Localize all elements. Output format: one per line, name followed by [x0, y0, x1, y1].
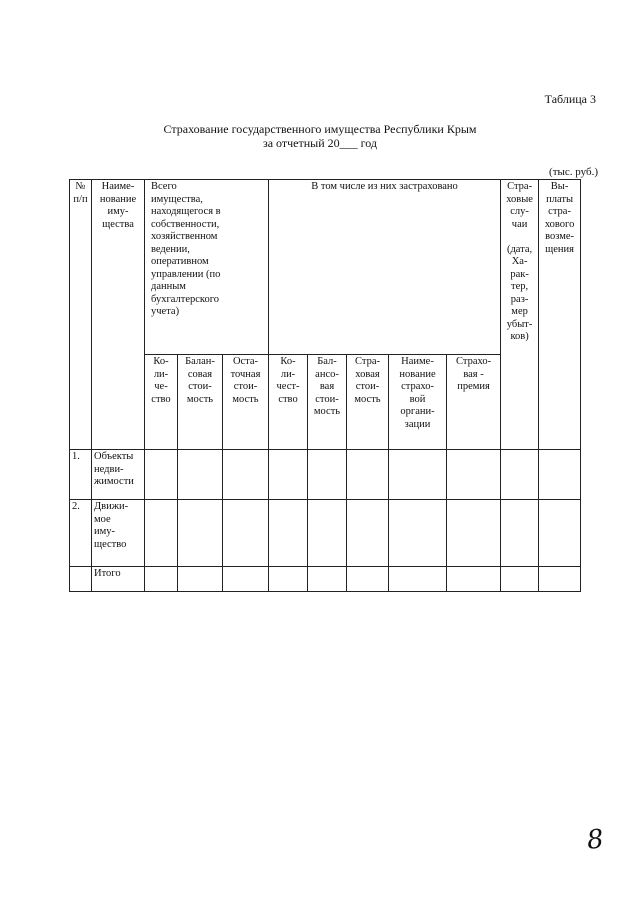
- empty-cell: [389, 450, 447, 500]
- title-line-1: Страхование государственного имущества Республики Крым: [163, 122, 477, 136]
- table-label: Таблица 3: [544, 92, 596, 106]
- header-payouts: Вы- платы стра- хового возме- щения: [539, 180, 581, 450]
- subheader-cell: Балан- совая стои- мость: [178, 355, 223, 450]
- row-name: Итого: [92, 567, 145, 592]
- header-insured: В том числе из них застраховано: [269, 180, 501, 355]
- header-cases: Стра- ховые слу- чаи (дата, Ха- рак- тер, раз- мер убыт- ков): [501, 180, 539, 450]
- empty-cell: [539, 450, 581, 500]
- row-num: 2.: [70, 500, 92, 567]
- empty-cell: [308, 500, 347, 567]
- row-name: Объекты недви- жимости: [92, 450, 145, 500]
- empty-cell: [269, 450, 308, 500]
- empty-cell: [501, 500, 539, 567]
- empty-cell: [539, 567, 581, 592]
- empty-cell: [389, 567, 447, 592]
- empty-cell: [447, 500, 501, 567]
- subheader-cell: Ко- ли- че- ство: [145, 355, 178, 450]
- subheader-cell: Страхо- вая - премия: [447, 355, 501, 450]
- empty-cell: [145, 450, 178, 500]
- empty-cell: [539, 500, 581, 567]
- empty-cell: [269, 500, 308, 567]
- subheader-cell: Стра- ховая стои- мость: [347, 355, 389, 450]
- empty-cell: [447, 450, 501, 500]
- subheader-cell: Оста- точная стои- мость: [223, 355, 269, 450]
- subheader-cell: Бал- ансо- вая стои- мость: [308, 355, 347, 450]
- empty-cell: [178, 500, 223, 567]
- table-row-total: [70, 567, 581, 592]
- row-num: 1.: [70, 450, 92, 500]
- header-num: № п/п: [70, 180, 92, 450]
- empty-cell: [389, 500, 447, 567]
- empty-cell: [178, 567, 223, 592]
- empty-cell: [447, 567, 501, 592]
- header-total: Всего имущества, находящегося в собственности, хозяйственном ведении, оперативном управлении (по данным бухгалтерского учета): [145, 180, 269, 355]
- empty-cell: [347, 500, 389, 567]
- document-title: [0, 122, 640, 150]
- header-row: [70, 180, 581, 355]
- empty-cell: [347, 450, 389, 500]
- table-row: [70, 450, 581, 500]
- subheader-cell: Ко- ли- чест- ство: [269, 355, 308, 450]
- empty-cell: [145, 500, 178, 567]
- header-name: Наиме- нование иму- щества: [92, 180, 145, 450]
- empty-cell: [223, 567, 269, 592]
- empty-cell: [308, 567, 347, 592]
- empty-cell: [145, 567, 178, 592]
- empty-cell: [308, 450, 347, 500]
- row-name: Движи- мое иму- щество: [92, 500, 145, 567]
- empty-cell: [223, 500, 269, 567]
- empty-cell: [347, 567, 389, 592]
- empty-cell: [223, 450, 269, 500]
- empty-cell: [501, 567, 539, 592]
- handwritten-page-number: 8: [585, 824, 606, 856]
- empty-cell: [501, 450, 539, 500]
- table-row: [70, 500, 581, 567]
- insurance-table: [69, 179, 581, 592]
- title-line-2: за отчетный 20___ год: [262, 136, 378, 150]
- units-note: (тыс. руб.): [549, 166, 598, 178]
- empty-cell: [178, 450, 223, 500]
- row-num: [70, 567, 92, 592]
- empty-cell: [269, 567, 308, 592]
- subheader-cell: Наиме- нование страхо- вой органи- зации: [389, 355, 447, 450]
